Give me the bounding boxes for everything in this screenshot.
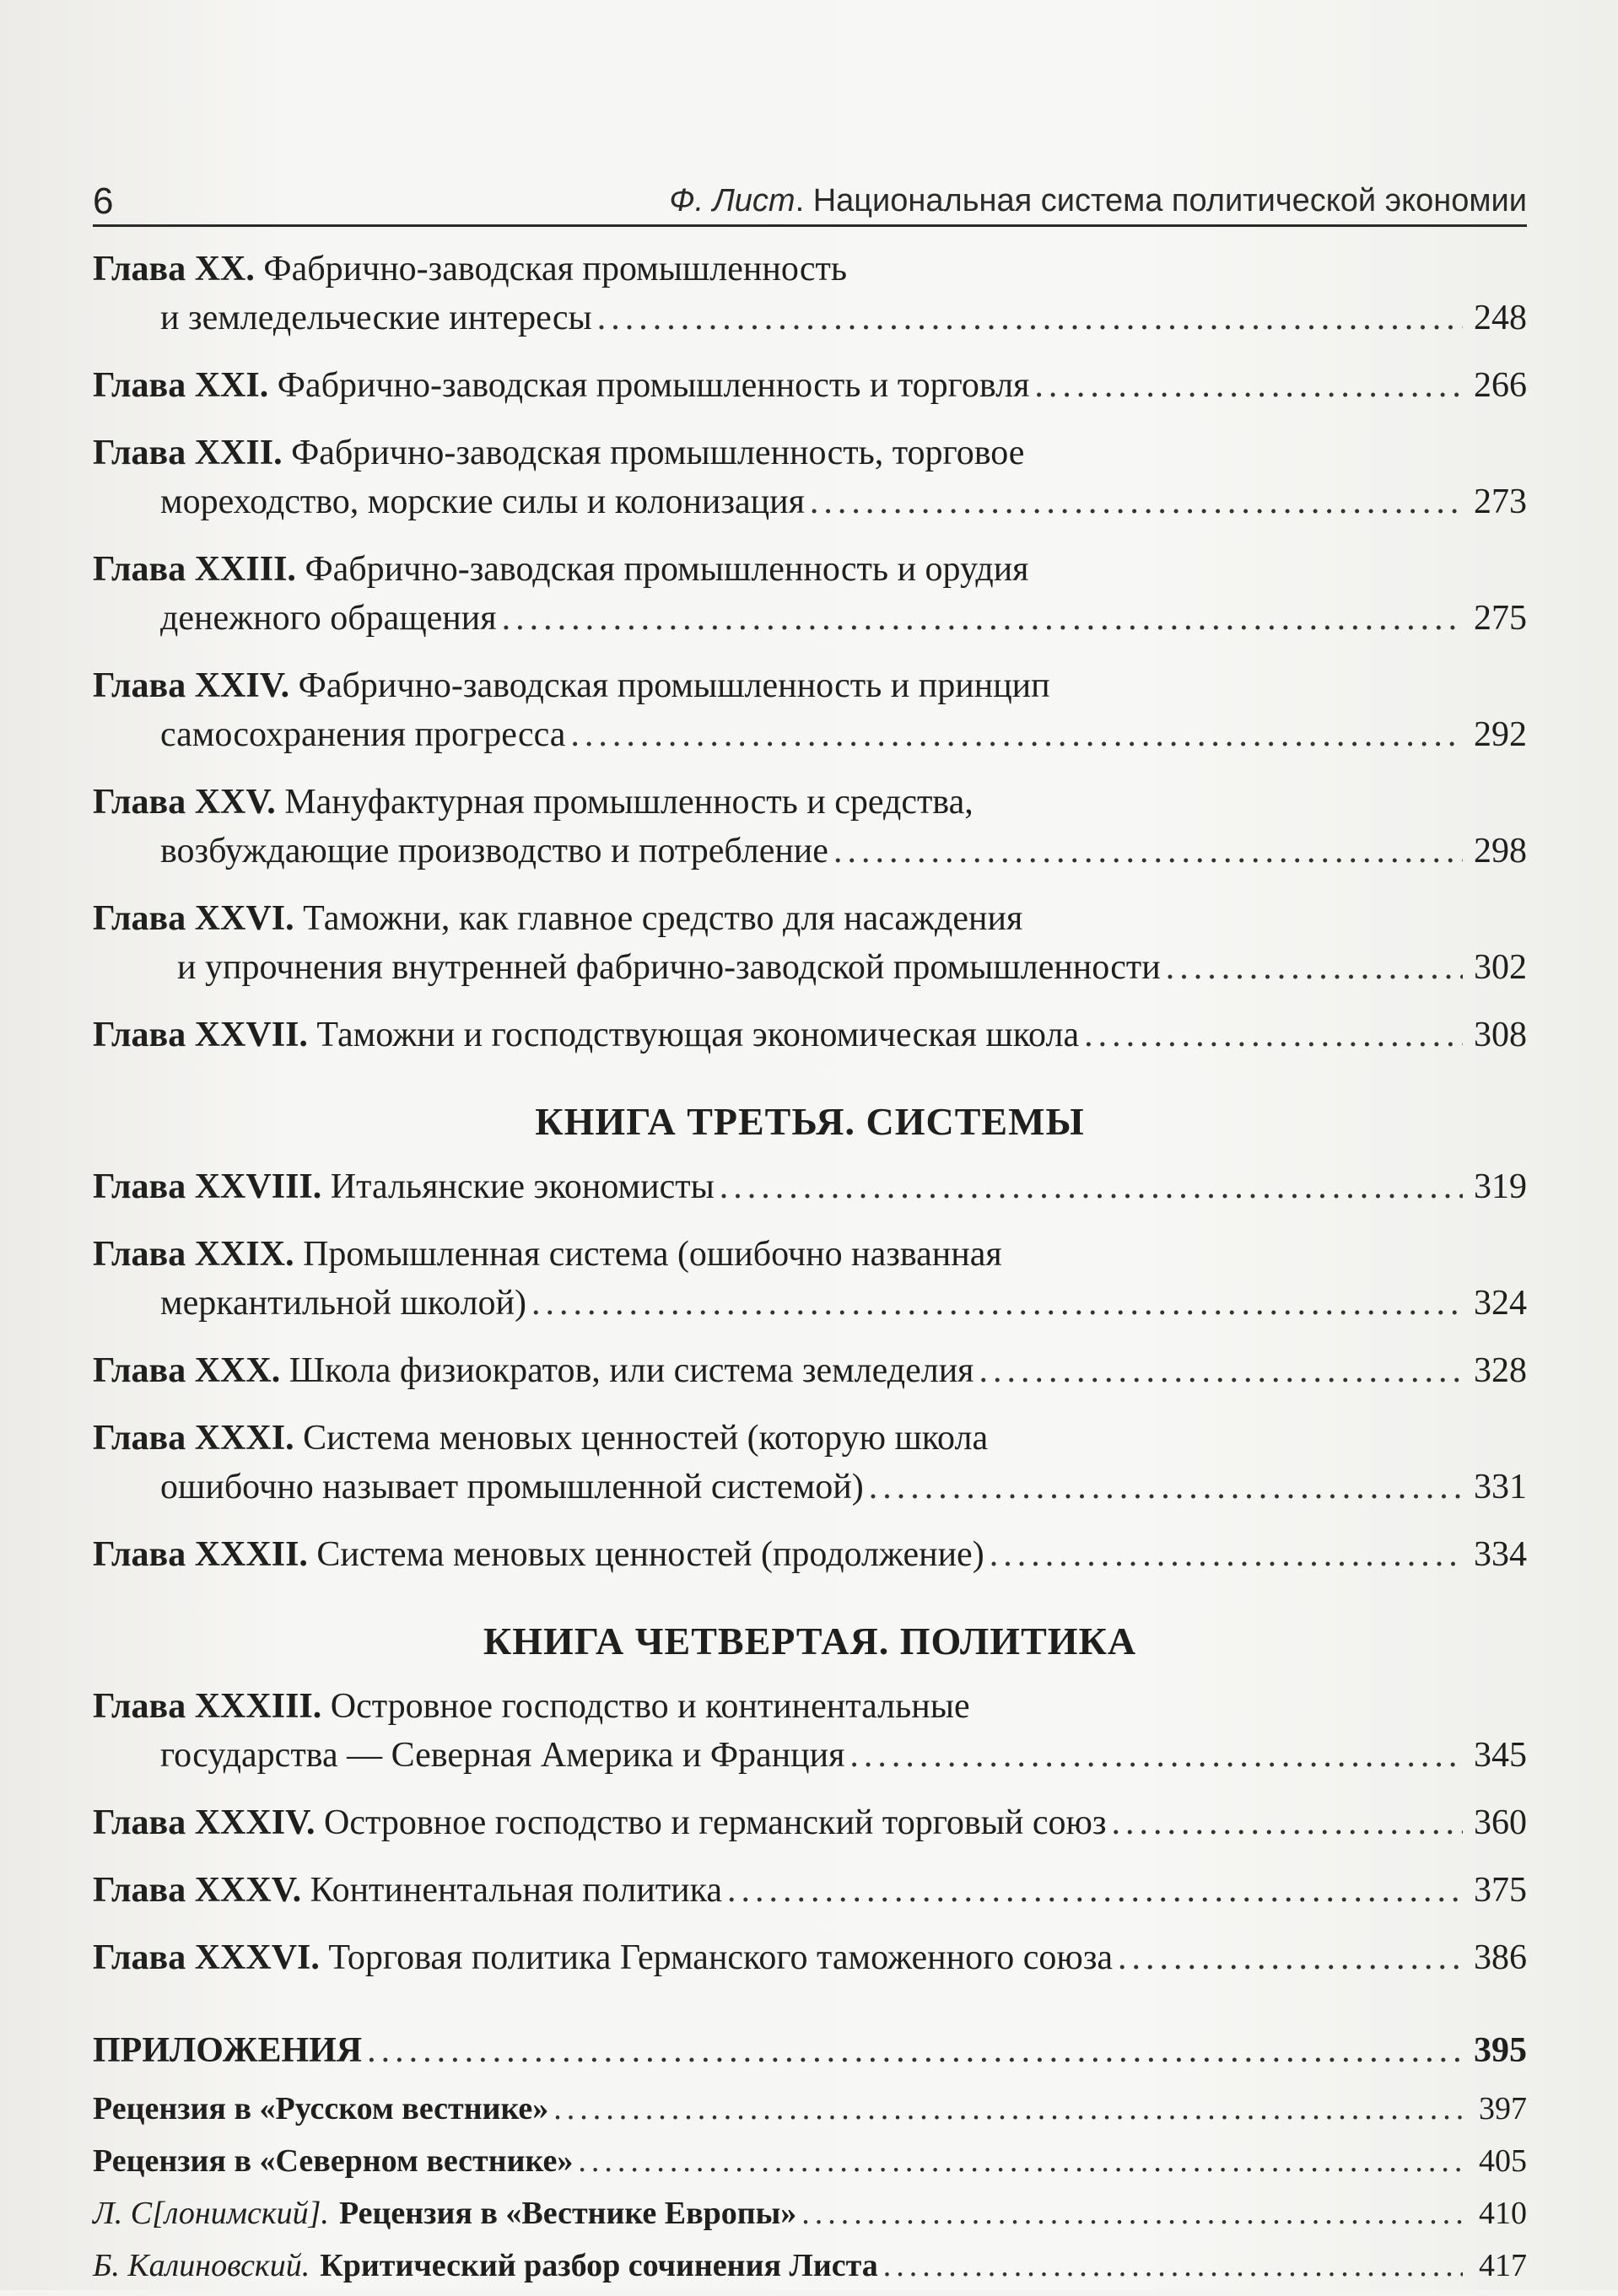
- dot-leader: [869, 1463, 1463, 1512]
- appendix-item[interactable]: [93, 2191, 1527, 2235]
- chapter-page: 275: [1474, 599, 1527, 638]
- chapter-label: Глава XXX.: [93, 1351, 281, 1390]
- chapter-title: Система меновых ценностей (продолжение): [316, 1535, 984, 1574]
- dot-leader: [979, 1346, 1464, 1395]
- chapter-label: Глава XXXI.: [93, 1419, 294, 1458]
- page-number: 6: [93, 181, 114, 222]
- toc-entry[interactable]: [93, 894, 1527, 992]
- chapter-label: Глава XXII.: [93, 434, 283, 472]
- appendix-entry[interactable]: [93, 2026, 1527, 2075]
- dot-leader: [849, 1731, 1463, 1780]
- dot-leader: [1118, 1933, 1463, 1982]
- chapter-label: Глава XXIX.: [93, 1235, 294, 1274]
- chapter-title-line1: Таможни, как главное средство для насаждения: [303, 899, 1023, 938]
- toc-entry[interactable]: [93, 778, 1527, 876]
- chapter-page: 273: [1474, 482, 1527, 521]
- appendix-item-title: Рецензия в «Северном вестнике»: [93, 2143, 574, 2179]
- chapter-title-line2: государства — Северная Америка и Франция: [160, 1736, 845, 1775]
- chapter-label: Глава XXXV.: [93, 1871, 302, 1910]
- chapter-group-book4: [93, 1682, 1527, 1982]
- chapter-title-line1: Промышленная система (ошибочно названная: [303, 1235, 1002, 1274]
- dot-leader: [570, 710, 1463, 759]
- book-heading: КНИГА ТРЕТЬЯ. СИСТЕМЫ: [535, 1100, 1085, 1143]
- chapter-group-book2: [93, 245, 1527, 1059]
- appendix-heading: ПРИЛОЖЕНИЯ: [93, 2031, 363, 2070]
- toc-entry[interactable]: [93, 1530, 1527, 1579]
- appendix-item[interactable]: [93, 2087, 1527, 2131]
- chapter-title-line1: Фабрично-заводская промышленность: [263, 250, 848, 288]
- chapter-title: Фабрично-заводская промышленность и торговля: [277, 366, 1030, 405]
- toc-entry[interactable]: [93, 1414, 1527, 1512]
- chapter-label: Глава XXIII.: [93, 550, 296, 589]
- appendix-item-page: 410: [1479, 2196, 1527, 2231]
- toc-entry[interactable]: [93, 428, 1527, 526]
- dot-leader: [990, 1530, 1463, 1579]
- chapter-page: 386: [1474, 1938, 1527, 1977]
- chapter-title-line1: Мануфактурная промышленность и средства,: [284, 783, 973, 822]
- toc-entry[interactable]: [93, 1798, 1527, 1847]
- dot-leader: [367, 2026, 1463, 2075]
- chapter-label: Глава XXXIV.: [93, 1803, 316, 1842]
- chapter-title: Итальянские экономисты: [330, 1167, 715, 1206]
- dot-leader: [1084, 1011, 1463, 1059]
- appendix-item-title: Критический разбор сочинения Листа: [320, 2248, 878, 2283]
- appendix-item-author: Б. Калиновский.: [93, 2248, 310, 2283]
- chapter-page: 319: [1474, 1167, 1527, 1206]
- dot-leader: [1112, 1798, 1463, 1847]
- toc-entry[interactable]: [93, 545, 1527, 643]
- appendix-item-author: Л. С[лонимский].: [93, 2196, 329, 2231]
- dot-leader: [883, 2244, 1463, 2288]
- toc-entry[interactable]: [93, 661, 1527, 759]
- toc-entry[interactable]: [93, 1011, 1527, 1059]
- dot-leader: [810, 477, 1463, 526]
- appendix-item-title: Рецензия в «Русском вестнике»: [93, 2091, 549, 2126]
- chapter-label: Глава XXXIII.: [93, 1687, 322, 1726]
- dot-leader: [1166, 943, 1463, 992]
- chapter-page: 302: [1474, 948, 1527, 987]
- dot-leader: [833, 827, 1463, 876]
- chapter-title: Торговая политика Германского таможенного союза: [328, 1938, 1114, 1977]
- appendix-item-page: 397: [1479, 2091, 1527, 2126]
- chapter-page: 298: [1474, 832, 1527, 870]
- toc-entry[interactable]: [93, 1682, 1527, 1780]
- chapter-title: Островное господство и германский торговый союз: [323, 1803, 1107, 1842]
- chapter-page: 308: [1474, 1016, 1527, 1054]
- toc-entry[interactable]: [93, 1866, 1527, 1915]
- chapter-title-line1: Фабрично-заводская промышленность, торговое: [291, 434, 1025, 472]
- chapter-title-line2: и упрочнения внутренней фабрично-заводской промышленности: [177, 948, 1161, 987]
- toc-entry[interactable]: [93, 1162, 1527, 1211]
- toc-entry[interactable]: [93, 1933, 1527, 1982]
- chapter-label: Глава XXVII.: [93, 1016, 308, 1054]
- dot-leader: [727, 1866, 1463, 1915]
- chapter-title-line2: самосохранения прогресса: [160, 715, 566, 754]
- chapter-title-line2: денежного обращения: [160, 599, 497, 638]
- chapter-label: Глава XXV.: [93, 783, 276, 822]
- chapter-page: 292: [1474, 715, 1527, 754]
- chapter-page: 248: [1474, 299, 1527, 337]
- chapter-label: Глава XXIV.: [93, 666, 290, 705]
- chapter-title-line1: Система меновых ценностей (которую школа: [303, 1419, 989, 1458]
- chapter-title-line2: ошибочно называет промышленной системой): [160, 1468, 864, 1506]
- chapter-page: 375: [1474, 1871, 1527, 1910]
- dot-leader: [578, 2139, 1463, 2183]
- chapter-group-book3: [93, 1162, 1527, 1579]
- chapter-page: 266: [1474, 366, 1527, 405]
- dot-leader: [801, 2191, 1463, 2235]
- chapter-page: 334: [1474, 1535, 1527, 1574]
- chapter-label: Глава XXXII.: [93, 1535, 308, 1574]
- dot-leader: [597, 294, 1463, 342]
- chapter-title-line1: Фабрично-заводская промышленность и орудия: [305, 550, 1029, 589]
- chapter-title-line2: и земледельческие интересы: [160, 299, 592, 337]
- appendix-item-page: 405: [1479, 2143, 1527, 2179]
- toc-entry[interactable]: [93, 1230, 1527, 1328]
- appendix-list: [93, 2087, 1527, 2288]
- chapter-title-line1: Фабрично-заводская промышленность и принцип: [298, 666, 1050, 705]
- chapter-title: Континентальная политика: [310, 1871, 722, 1910]
- chapter-title-line2: возбуждающие производство и потребление: [160, 832, 828, 870]
- chapter-page: 328: [1474, 1351, 1527, 1390]
- appendix-item[interactable]: [93, 2139, 1527, 2183]
- running-header: [93, 165, 1527, 227]
- chapter-page: 345: [1474, 1736, 1527, 1775]
- dot-leader: [502, 594, 1463, 643]
- running-author: Ф. Лист: [669, 183, 796, 218]
- chapter-title-line2: мореходство, морские силы и колонизация: [160, 482, 805, 521]
- appendix-item[interactable]: [93, 2244, 1527, 2288]
- chapter-label: Глава XXVIII.: [93, 1167, 322, 1206]
- dot-leader: [553, 2087, 1463, 2131]
- running-title: [669, 183, 1527, 219]
- chapter-page: 331: [1474, 1468, 1527, 1506]
- chapter-title: Школа физиократов, или система земледелия: [289, 1351, 974, 1390]
- toc-entry[interactable]: [93, 1346, 1527, 1395]
- chapter-page: 324: [1474, 1284, 1527, 1323]
- chapter-label: Глава XX.: [93, 250, 255, 288]
- running-book-title: . Национальная система политической экономии: [795, 183, 1527, 218]
- chapter-label: Глава XXXVI.: [93, 1938, 320, 1977]
- dot-leader: [720, 1162, 1463, 1211]
- dot-leader: [1034, 361, 1463, 410]
- chapter-title: Таможни и господствующая экономическая школа: [316, 1016, 1080, 1054]
- chapter-label: Глава XXI.: [93, 366, 269, 405]
- appendix-page: 395: [1474, 2031, 1527, 2070]
- chapter-title-line2: меркантильной школой): [160, 1284, 526, 1323]
- chapter-page: 360: [1474, 1803, 1527, 1842]
- appendix-item-title: Рецензия в «Вестнике Европы»: [338, 2196, 797, 2231]
- chapter-title-line1: Островное господство и континентальные: [330, 1687, 970, 1726]
- book-heading: КНИГА ЧЕТВЕРТАЯ. ПОЛИТИКА: [483, 1620, 1137, 1663]
- table-of-contents: [93, 245, 1527, 2296]
- appendix-item-page: 417: [1479, 2248, 1527, 2283]
- chapter-label: Глава XXVI.: [93, 899, 294, 938]
- toc-entry[interactable]: [93, 361, 1527, 410]
- toc-entry[interactable]: [93, 245, 1527, 342]
- dot-leader: [531, 1279, 1463, 1328]
